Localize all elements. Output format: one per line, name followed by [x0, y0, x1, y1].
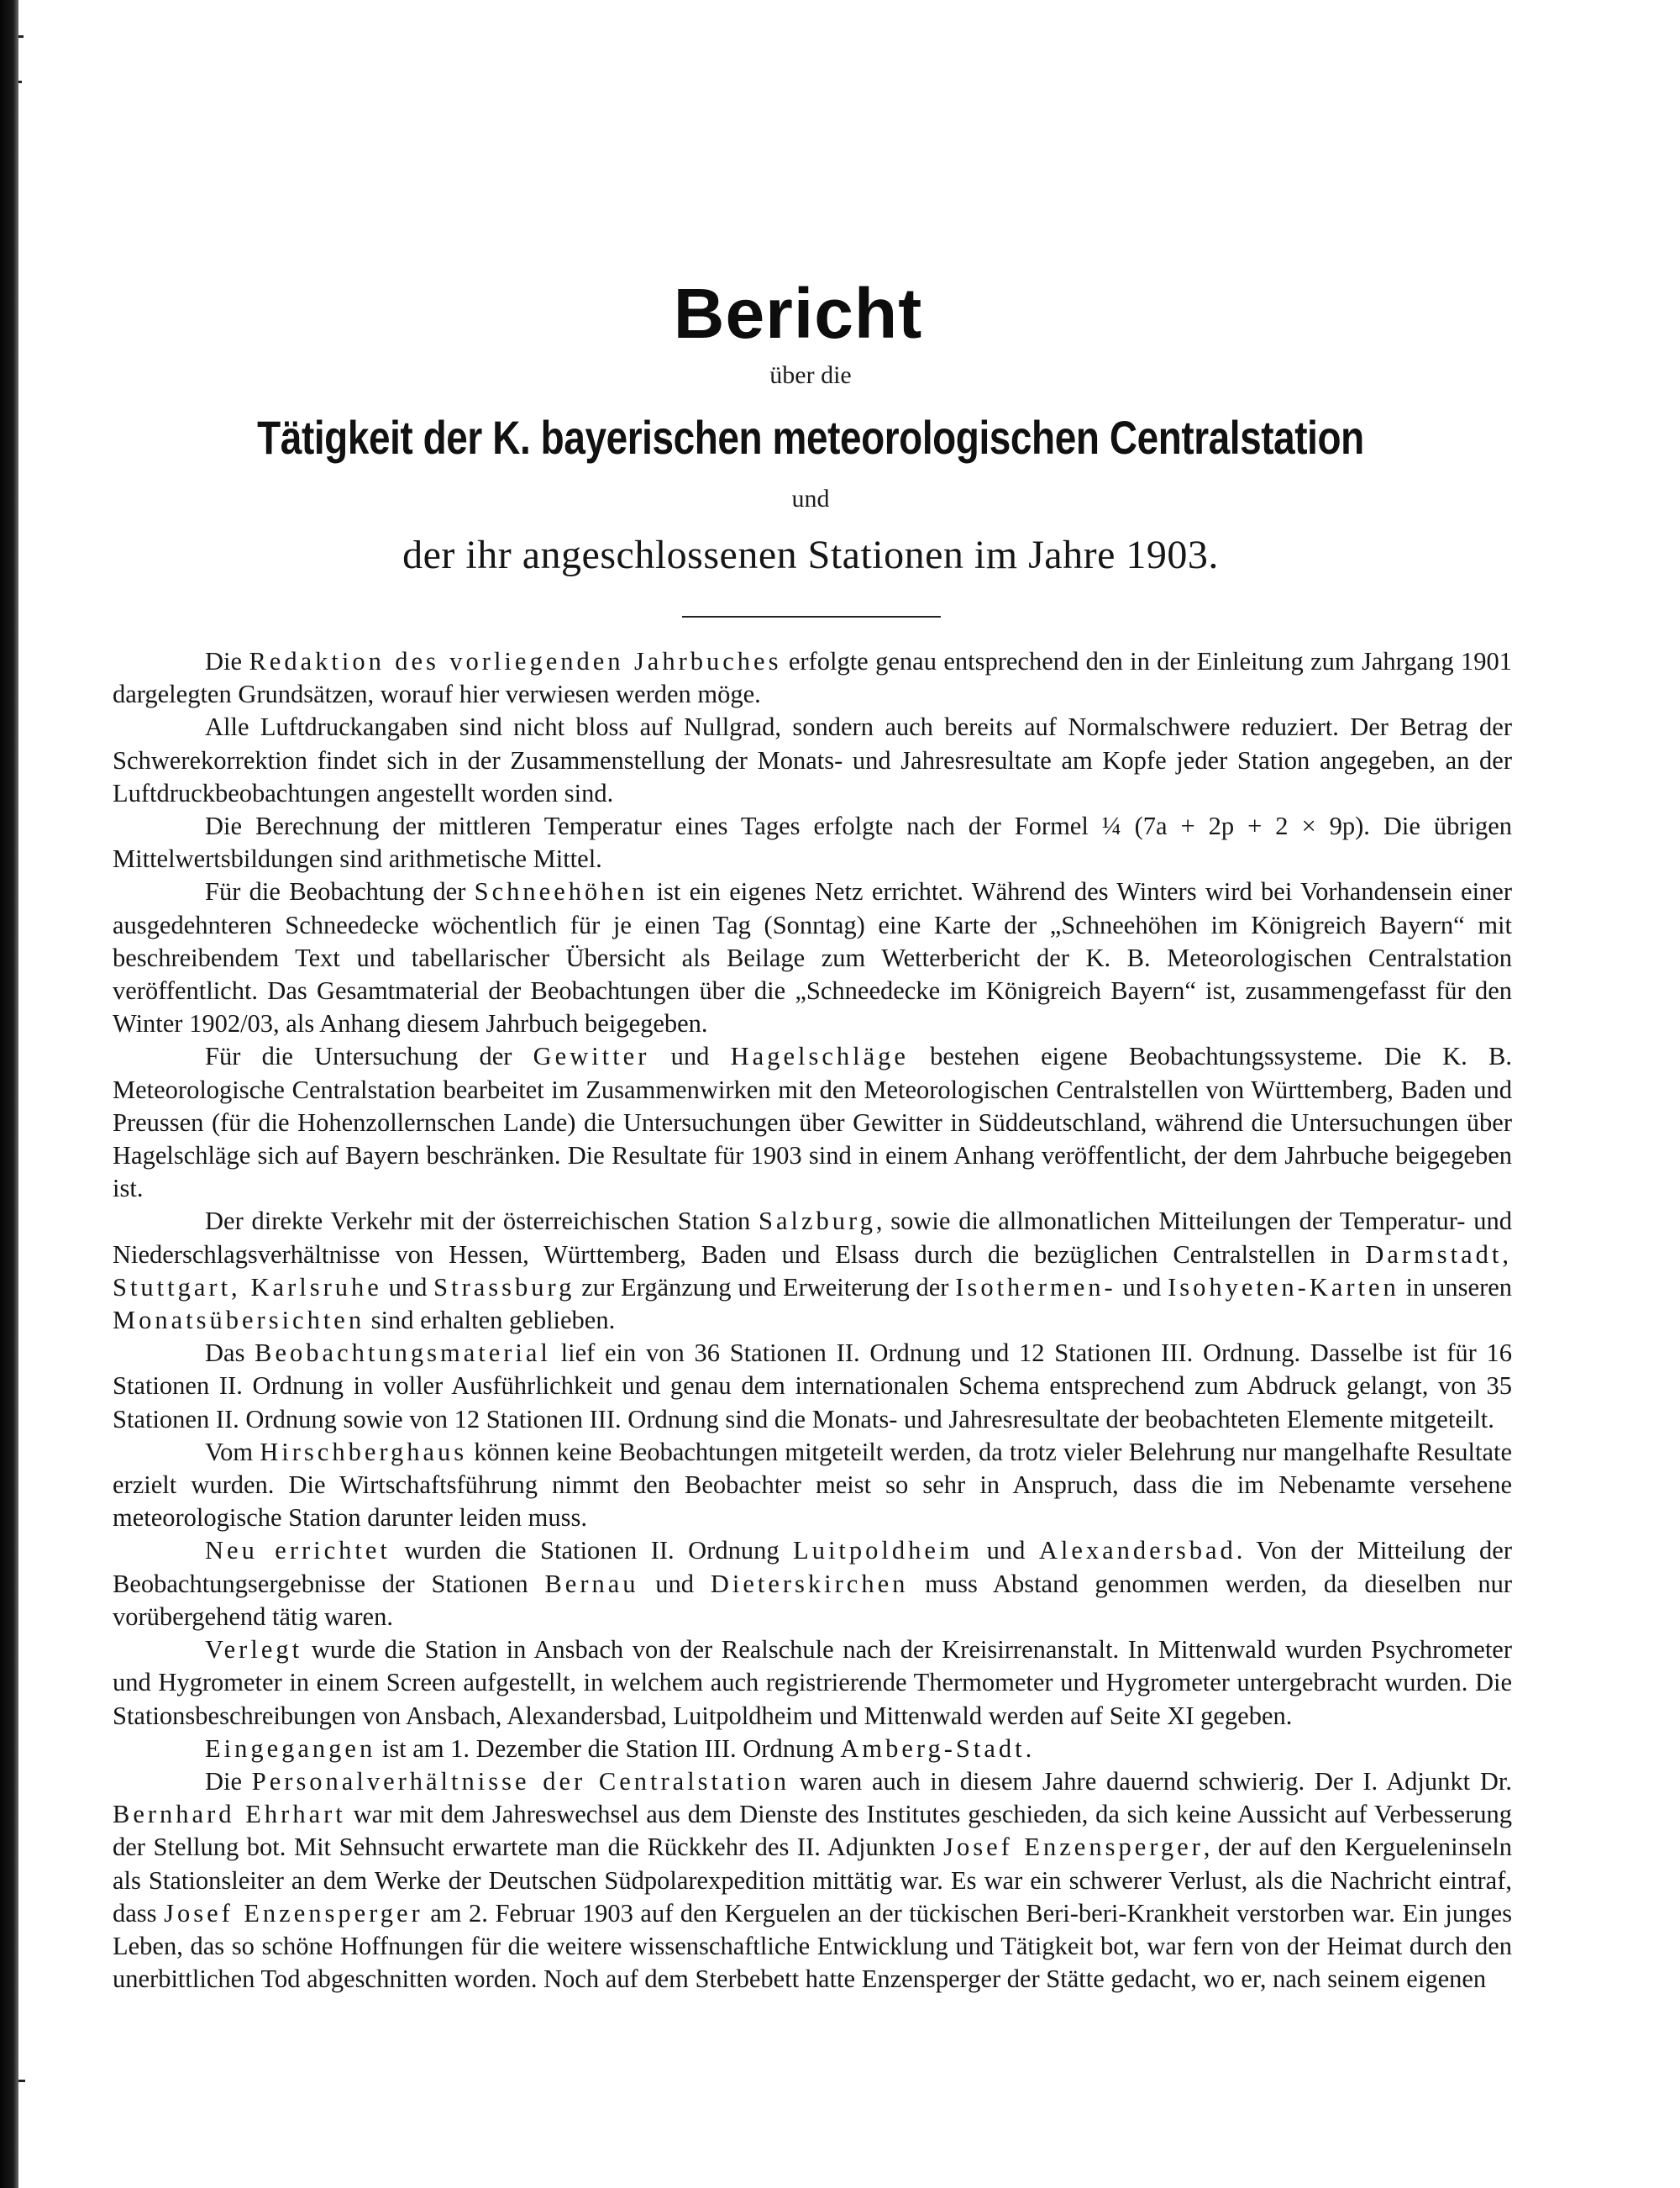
- paragraph-text: . Von der Mitteilung der Beobachtungsergebnisse der Stationen: [113, 1536, 1512, 1598]
- paragraph: [113, 1633, 1512, 1733]
- emphasized-term: Darmstadt, Stuttgart, Karlsruhe: [113, 1239, 1512, 1302]
- paragraph-text: sind erhalten geblieben.: [365, 1306, 616, 1335]
- paragraph-text: und: [973, 1536, 1039, 1565]
- paragraph-text: wurde die Station in Ansbach von der Realschule nach der Kreisirrenanstalt. In Mittenwald wurden Psychrometer und Hygrometer in einem Screen aufgestellt, in welchem auch registrierende Thermometer und Hygrometer untergebracht wurden. Die Stationsbeschreibungen von Ansbach, Alexandersbad, Luitpoldheim und Mittenwald werden auf Seite XI gegeben.: [113, 1635, 1512, 1730]
- title-divider: [682, 616, 941, 618]
- paragraph-text: Für die Untersuchung der: [205, 1042, 533, 1071]
- emphasized-term: Redaktion des vorliegenden Jahrbuches: [249, 647, 782, 676]
- emphasized-term: Salzburg: [759, 1207, 876, 1236]
- paragraph-text: in unseren: [1399, 1272, 1513, 1302]
- paragraph-text: und: [638, 1569, 711, 1598]
- paragraph-text: bestehen eigene Beobachtungssysteme. Die K. B. Meteorologische Centralstation bearbeitet im Zusammenwirken mit den Meteorologischen Centralstellen von Württemberg, Baden und Preussen (für die Hohenzollernschen Lande) die Untersuchungen über Gewitter in Süddeutschland, während die Untersuchungen über Hagelschläge sich auf Bayern beschränken. Die Resultate für 1903 sind in einem Anhang veröffentlicht, der dem Jahrbuche beigegeben ist.: [113, 1042, 1512, 1203]
- paragraph-text: lief ein von 36 Stationen II. Ordnung und 12 Stationen III. Ordnung. Dasselbe ist für 16 Stationen II. Ordnung in voller Ausführlichkeit und genau dem internationalen Schema entsprechend zum Abdruck gelangt, von 35 Stationen II. Ordnung sowie von 12 Stationen III. Ordnung sind die Monats- und Jahresresultate der beobachteten Elemente mitgeteilt.: [113, 1339, 1512, 1433]
- report-body: [113, 645, 1512, 1996]
- paragraph-text: und: [381, 1272, 434, 1302]
- paragraph: [113, 1534, 1512, 1633]
- paragraph-text: ist ein eigenes Netz errichtet. Während des Winters wird bei Vorhandensein einer ausgedehnteren Schneedecke wöchentlich für je einen Tag (Sonntag) eine Karte der „Schneehöhen im Königreich Bayern“ mit beschreibendem Text und tabellarischer Übersicht als Beilage zum Wetterbericht der K. B. Meteorologischen Centralstation veröffentlicht. Das Gesamtmaterial der Beobachtungen über die „Schneedecke im Königreich Bayern“ ist, zusammengefasst für den Winter 1902/03, als Anhang diesem Jahrbuch beigegeben.: [113, 877, 1512, 1039]
- paragraph-text: zur Ergänzung und Erweiterung der: [575, 1272, 956, 1302]
- paragraph: [113, 876, 1512, 1040]
- paragraph: [113, 645, 1512, 711]
- paragraph-text: muss Abstand genommen werden, da dieselben nur vorübergehend tätig waren.: [113, 1569, 1512, 1631]
- paragraph-text: am 2. Februar 1903 auf den Kerguelen an der tückischen Beri-beri-Krankheit verstorben war. Ein junges Leben, das so schöne Hoffnungen für die weitere wissenschaftliche Entwicklung und Tätigkeit bot, war fern von der Heimat durch den unerbittlichen Tod abgeschnitten worden. Noch auf dem Sterbebett hatte Enzensperger der Stätte gedacht, wo er, nach seinem eigenen: [113, 1898, 1512, 1994]
- paragraph: [113, 810, 1512, 876]
- emphasized-term: Hirschberghaus: [260, 1437, 468, 1466]
- emphasized-term: Alexandersbad: [1038, 1536, 1236, 1565]
- emphasized-term: Isothermen-: [955, 1272, 1116, 1302]
- emphasized-term: Hagelschläge: [730, 1042, 909, 1071]
- paragraph-text: Die Berechnung der mittleren Temperatur eines Tages erfolgte nach der Formel ¼ (7a + 2p + 2 × 9p). Die übrigen Mittelwertsbildungen sind arithmetische Mittel.: [113, 812, 1512, 874]
- paragraph-text: war mit dem Jahreswechsel aus dem Dienste des Institutes geschieden, da sich keine Aussicht auf Verbesserung der Stellung bot. Mit Sehnsucht erwartete man die Rückkehr des II. Adjunkten: [113, 1800, 1513, 1862]
- paragraph-text: ist am 1. Dezember die Station III. Ordnung: [375, 1733, 841, 1763]
- emphasized-term: Bernau: [544, 1569, 639, 1598]
- paragraph-text: Die: [205, 647, 249, 676]
- emphasized-term: Josef Enzensperger: [943, 1833, 1204, 1862]
- paragraph: [113, 1205, 1512, 1337]
- paragraph-text: , sowie die allmonatlichen Mitteilungen der Temperatur- und Niederschlagsverhältnisse von Hessen, Württemberg, Baden und Elsass durch die bezüglichen Centralstellen in: [113, 1207, 1512, 1269]
- emphasized-term: Beobachtungsmaterial: [255, 1339, 551, 1368]
- emphasized-term: Isohyeten-Karten: [1168, 1272, 1399, 1302]
- emphasized-term: Josef Enzensperger: [164, 1898, 423, 1928]
- paragraph: [113, 1040, 1512, 1205]
- title-connector-ueber-die: über die: [769, 361, 852, 389]
- paragraph-text: Das: [205, 1339, 255, 1368]
- paragraph: [113, 1765, 1512, 1996]
- emphasized-term: Bernhard Ehrhart: [113, 1800, 346, 1829]
- paragraph-text: waren auch in diesem Jahre dauernd schwierig. Der I. Adjunkt Dr.: [790, 1766, 1512, 1796]
- binding-mark: [18, 35, 24, 38]
- title-connector-und: und: [791, 485, 830, 513]
- emphasized-term: Personalverhältnisse der Centralstation: [251, 1766, 790, 1796]
- paragraph-text: .: [1025, 1733, 1032, 1763]
- emphasized-term: Schneehöhen: [474, 877, 648, 907]
- paragraph-text: Die: [205, 1766, 252, 1796]
- paragraph: [113, 1337, 1512, 1436]
- emphasized-term: Monatsübersichten: [113, 1306, 365, 1335]
- emphasized-term: Verlegt: [205, 1635, 303, 1665]
- paragraph-text: Für die Beobachtung der: [205, 877, 475, 907]
- paragraph: [113, 1436, 1512, 1535]
- emphasized-term: Amberg-Stadt: [840, 1733, 1026, 1763]
- paragraph-text: und: [649, 1042, 731, 1071]
- subtitle-second: der ihr angeschlossenen Stationen im Jahre 1903.: [402, 533, 1219, 577]
- emphasized-term: Neu errichtet: [205, 1536, 391, 1565]
- paragraph-text: Alle Luftdruckangaben sind nicht bloss auf Nullgrad, sondern auch bereits auf Normalschwere reduziert. Der Betrag der Schwerekorrektion findet sich in der Zusammenstellung der Monats- und Jahresresultate am Kopfe jeder Station angegeben, an der Luftdruckbeobachtungen angestellt worden sind.: [113, 713, 1512, 807]
- emphasized-term: Strassburg: [433, 1272, 575, 1302]
- binding-mark: [18, 81, 22, 83]
- emphasized-term: Dieterskirchen: [710, 1569, 909, 1598]
- page-title: Bericht: [673, 274, 923, 353]
- paragraph: [113, 1733, 1512, 1765]
- subtitle-main: Tätigkeit der K. bayerischen meteorologischen Centralstation: [257, 411, 1364, 464]
- emphasized-term: Eingegangen: [205, 1733, 376, 1763]
- binding-mark: [18, 2080, 25, 2082]
- paragraph: [113, 711, 1512, 810]
- paragraph-text: können keine Beobachtungen mitgeteilt werden, da trotz vieler Belehrung nur mangelhafte Resultate erzielt wurden. Die Wirtschaftsführung nimmt den Beobachter meist so sehr in Anspruch, dass die im Nebenamte versehene meteorologische Station darunter leiden muss.: [113, 1437, 1512, 1533]
- emphasized-term: Gewitter: [533, 1042, 650, 1071]
- paragraph-text: Vom: [205, 1437, 260, 1466]
- paragraph-text: Der direkte Verkehr mit der österreichischen Station: [205, 1207, 759, 1236]
- emphasized-term: Luitpoldheim: [793, 1536, 974, 1565]
- paragraph-text: , der auf den Kergueleninseln als Stationsleiter an dem Werke der Deutschen Südpolarexpedition mittätig war. Es war ein schwerer Verlust, als die Nachricht eintraf, dass: [113, 1833, 1512, 1928]
- paragraph-text: und: [1116, 1272, 1168, 1302]
- paragraph-text: erfolgte genau entsprechend den in der Einleitung zum Jahrgang 1901 dargelegten Grundsätzen, worauf hier verwiesen werden möge.: [113, 647, 1512, 709]
- paragraph-text: wurden die Stationen II. Ordnung: [390, 1536, 794, 1565]
